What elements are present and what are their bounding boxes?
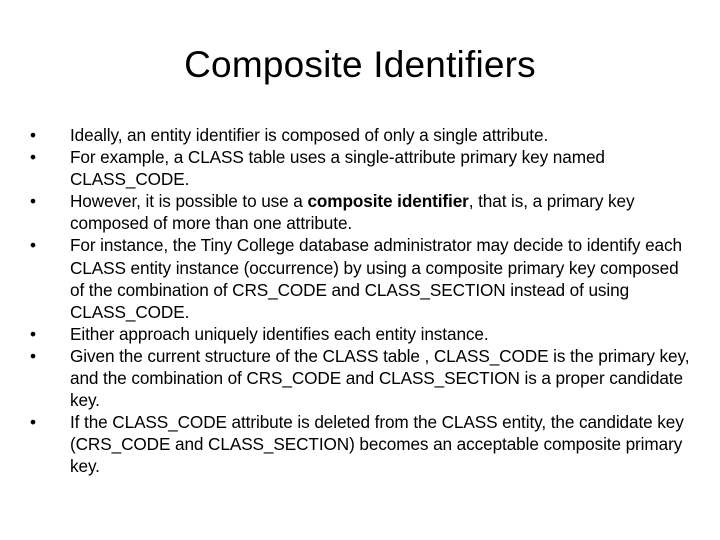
bullet-marker: • [30, 323, 36, 344]
bullet-text: If the CLASS_CODE attribute is deleted from the CLASS entity, the candidate key (CRS_CODE and CLASS_SECTION) becomes an acceptable composite primary key. [70, 412, 684, 477]
bullet-text-after: , that is, a primary key composed of more than one attribute. [70, 191, 635, 234]
bullet-list [30, 124, 692, 478]
bullet-text-bold: composite identifier [307, 191, 469, 212]
bullet-text: For instance, the Tiny College database administrator may decide to identify each CLASS entity instance (occurrence) by using a composite primary key composed of the combination of CRS_CODE and CLASS_SECTION instead of using CLASS_CODE. [70, 235, 682, 322]
bullet-item [30, 323, 692, 345]
bullet-marker: • [30, 412, 36, 433]
bullet-item [30, 190, 692, 234]
bullet-text: For example, a CLASS table uses a single-attribute primary key named CLASS_CODE. [70, 147, 605, 190]
bullet-item [30, 234, 692, 322]
bullet-text: Either approach uniquely identifies each entity instance. [70, 323, 489, 344]
bullet-item [30, 124, 692, 146]
slide-title: Composite Identifiers [184, 44, 536, 85]
bullet-text-before: However, it is possible to use a [70, 191, 308, 212]
bullet-marker: • [30, 191, 36, 212]
bullet-marker: • [30, 125, 36, 145]
bullet-text: Given the current structure of the CLASS table , CLASS_CODE is the primary key, and the combination of CRS_CODE and CLASS_SECTION is a proper candidate key. [70, 345, 690, 411]
bullet-item [30, 411, 692, 477]
bullet-text: Ideally, an entity identifier is composed of only a single attribute. [70, 125, 549, 145]
bullet-marker: • [30, 147, 36, 168]
bullet-marker: • [30, 345, 36, 366]
bullet-item [30, 345, 692, 411]
bullet-marker: • [30, 235, 36, 256]
bullet-item [30, 146, 692, 190]
